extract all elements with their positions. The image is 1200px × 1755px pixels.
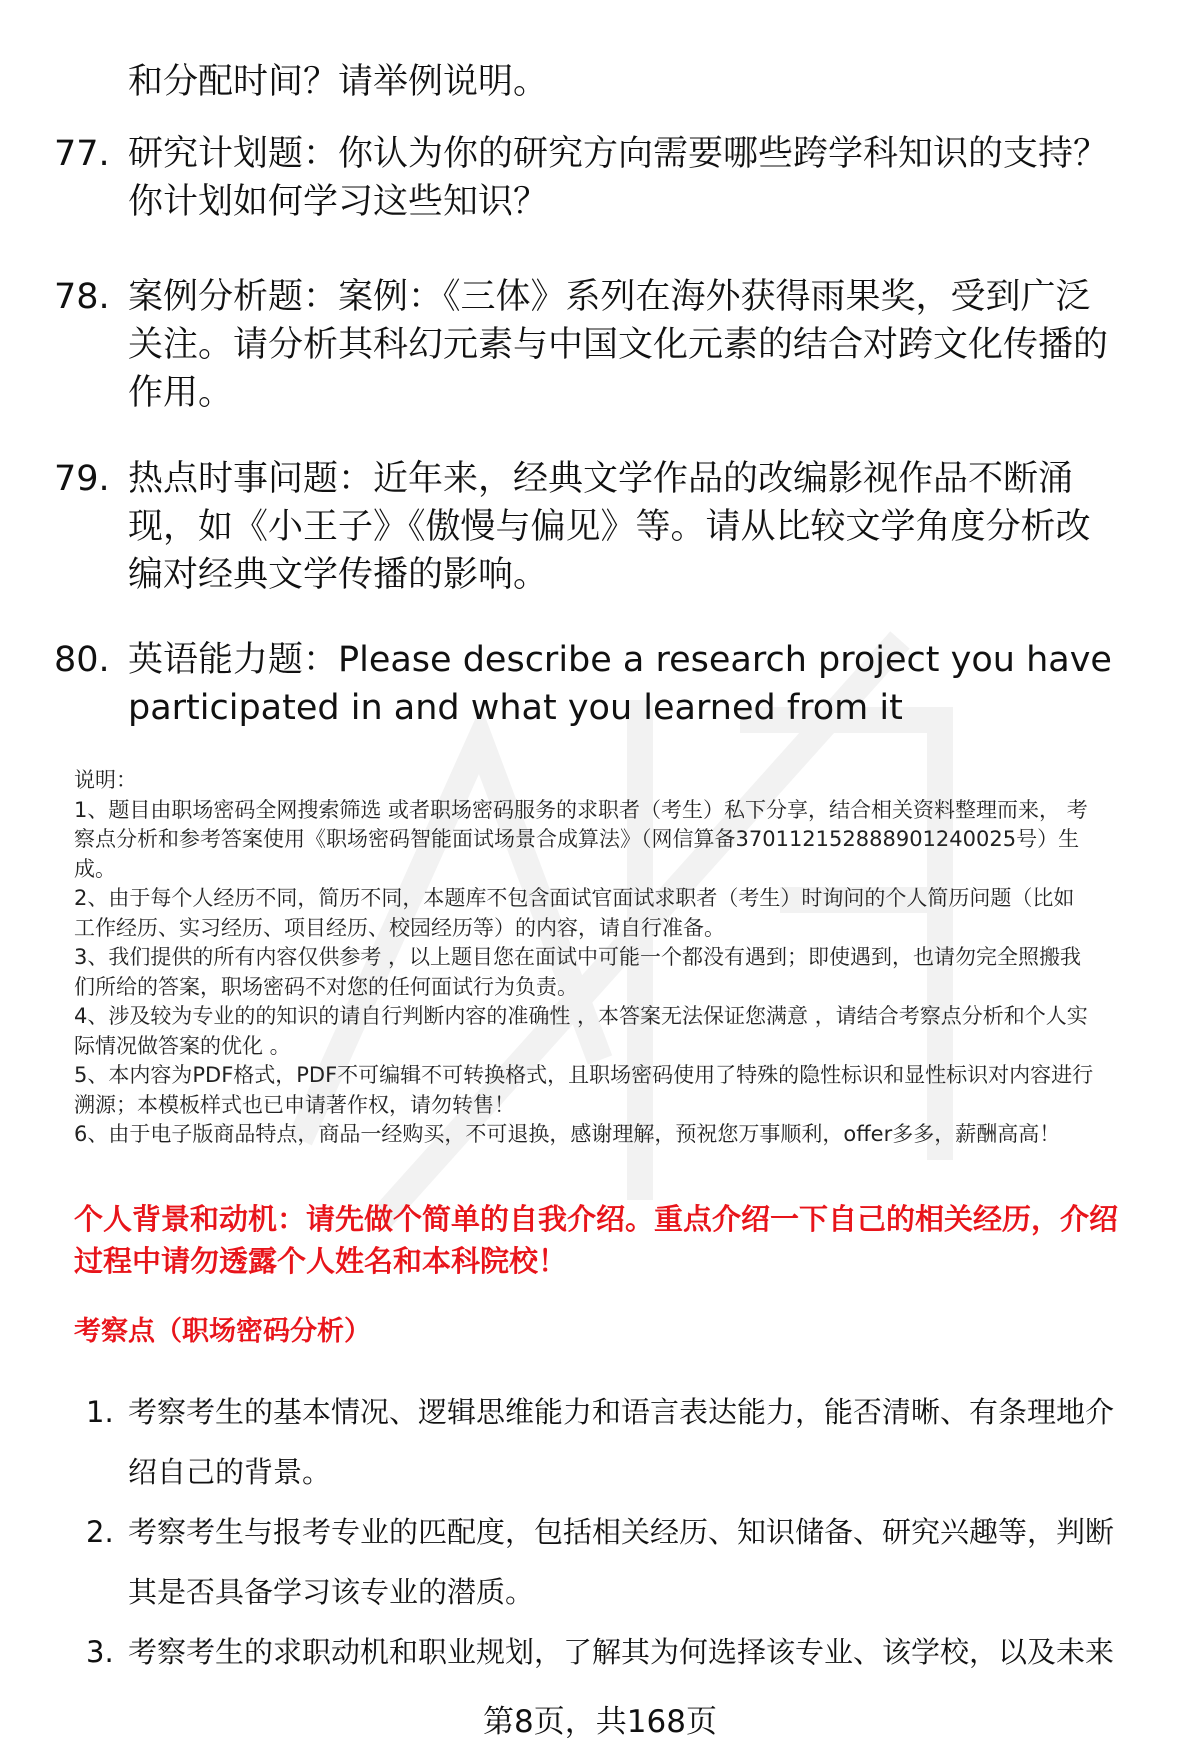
analysis-subheading: 考察点（职场密码分析） [74,1316,371,1347]
notes-line: 们所给的答案，职场密码不对您的任何面试行为负责。 [74,974,578,999]
point-number: 1. [86,1395,114,1429]
point-item [86,1382,1166,1502]
question-text [128,636,1128,732]
notes-line: 3、我们提供的所有内容仅供参考 ，以上题目您在面试中可能一个都没有遇到；即使遇到，也请勿完全照搬我 [74,945,1082,969]
heading-line: 过程中请勿透露个人姓名和本科院校！ [74,1244,568,1278]
question-number: 80. [54,640,110,680]
point-item [86,1622,1166,1682]
question-77 [54,130,1154,226]
point-number: 2. [86,1515,114,1549]
question-79 [54,455,1154,599]
notes-section [74,766,1164,1150]
question-line: 现，如《小王子》《傲慢与偏见》等。请从比较文学角度分析改 [128,507,1091,547]
question-line: 热点时事问题：近年来，经典文学作品的改编影视作品不断涌 [128,459,1074,499]
point-text [128,1622,1166,1682]
point-text [128,1502,1166,1622]
question-78 [54,273,1154,417]
page-footer: 第8页，共168页 [483,1704,717,1740]
notes-line: 2、由于每个人经历不同，简历不同，本题库不包含面试官面试求职者（考生）时询问的个人简历问题（比如 [74,886,1075,910]
question-line: 关注。请分析其科幻元素与中国文化元素的结合对跨文化传播的 [128,325,1109,365]
point-line: 考察考生的求职动机和职业规划，了解其为何选择该专业、该学校，以及未来 [128,1635,1115,1669]
question-line: 你计划如何学习这些知识？ [128,182,549,222]
point-line: 其是否具备学习该专业的潜质。 [128,1575,535,1609]
question-number: 78. [54,277,110,317]
notes-line: 6、由于电子版商品特点，商品一经购买，不可退换，感谢理解，预祝您万事顺利，offer多多，薪酬高高！ [74,1122,1061,1146]
point-line: 绍自己的背景。 [128,1455,332,1489]
notes-line: 际情况做答案的优化 。 [74,1033,291,1058]
question-line: 编对经典文学传播的影响。 [128,555,549,595]
question-text [128,130,1128,226]
notes-line: 察点分析和参考答案使用《职场密码智能面试场景合成算法》（网信算备370112152888901240025号）生 [74,827,1080,851]
notes-line: 5、本内容为PDF格式，PDF不可编辑不可转换格式，且职场密码使用了特殊的隐性标识和显性标识对内容进行 [74,1063,1094,1087]
notes-line: 4、涉及较为专业的的知识的请自行判断内容的准确性 ，本答案无法保证您满意 ，请结合考察点分析和个人实 [74,1004,1088,1028]
point-number: 3. [86,1635,114,1669]
question-line: 作用。 [128,373,234,413]
point-line: 考察考生的基本情况、逻辑思维能力和语言表达能力，能否清晰、有条理地介 [128,1395,1115,1429]
question-line: 研究计划题：你认为你的研究方向需要哪些跨学科知识的支持？ [128,134,1109,174]
point-text [128,1382,1166,1502]
notes-title: 说明： [74,768,137,792]
question-text [128,273,1128,417]
notes-line: 1、题目由职场密码全网搜索筛选 或者职场密码服务的求职者（考生）私下分享，结合相关资料整理而来， 考 [74,797,1088,822]
continued-question-line: 和分配时间？请举例说明。 [128,62,549,102]
point-item [86,1502,1166,1622]
point-line: 考察考生与报考专业的匹配度，包括相关经历、知识储备、研究兴趣等，判断 [128,1515,1115,1549]
question-text [128,455,1128,599]
notes-line: 工作经历、实习经历、项目经历、校园经历等）的内容，请自行准备。 [74,915,725,940]
notes-line: 溯源；本模板样式也已申请著作权，请勿转售！ [74,1092,515,1117]
heading-line: 个人背景和动机：请先做个简单的自我介绍。重点介绍一下自己的相关经历，介绍 [74,1202,1119,1236]
question-line: participated in and what you learned from it [128,688,903,728]
question-number: 77. [54,134,110,174]
question-number: 79. [54,459,110,499]
question-line: 英语能力题：Please describe a research project you have [128,640,1112,680]
question-line: 案例分析题：案例：《三体》系列在海外获得雨果奖，受到广泛 [128,277,1091,317]
section-question-heading [74,1198,1164,1282]
question-80 [54,636,1154,732]
notes-line: 成。 [74,856,116,881]
